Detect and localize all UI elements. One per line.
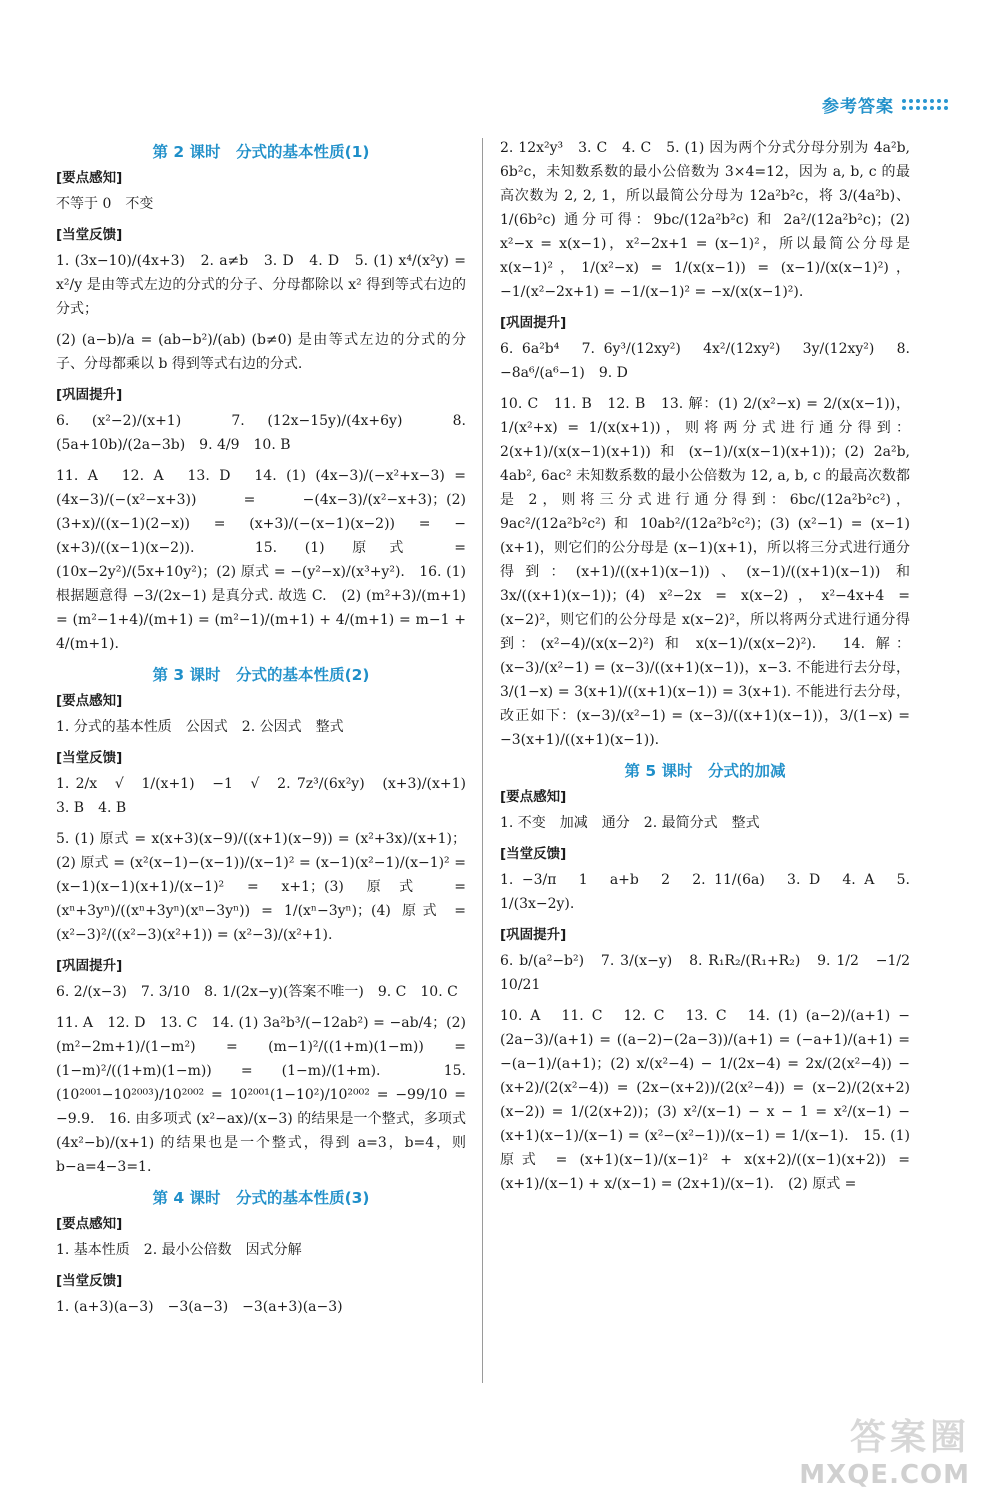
section-tag: [当堂反馈] (500, 846, 567, 862)
column-divider (482, 138, 483, 1383)
answer-line: 11. A 12. D 13. C 14. (1) 3a²b³/(−12ab²) = −ab/4；(2) (m²−2m+1)/(1−m²) = (m−1)²/((1+m)(1−m)) = (1−m)²/((1+m)(1−m)) = (1−m)/(1+m). 15. (10²⁰⁰¹−10²⁰⁰³)/10²⁰⁰² = 10²⁰⁰¹(1−10²)/10²⁰⁰² = −99/10 = −9.9. 16. 由多项式 (x²−ax)/(x−3) 的结果是一个整式，多项式 (4x²−b)/(x+1) 的结果也是一个整式，得到 a=3，b=4，则 b−a=4−3=1. (56, 1015, 466, 1175)
right-column (500, 136, 924, 1203)
lesson-title: 第 5 课时 分式的加减 (624, 762, 786, 780)
answer-line: 1. −3/π 1 a+b 2 2. 11/(6a) 3. D 4. A 5. 1/(3x−2y). (500, 872, 910, 912)
section-tag: [要点感知] (56, 693, 123, 709)
answer-line: 1. 不变 加减 通分 2. 最简分式 整式 (500, 815, 760, 831)
section-tag: [当堂反馈] (56, 1273, 123, 1289)
watermark-top: 答案圈 (849, 1417, 970, 1458)
page-header (822, 92, 948, 117)
answer-line: 10. C 11. B 12. B 13. 解：(1) 2/(x²−x) = 2/(x(x−1))，1/(x²+x) = 1/(x(x+1))，则将两分式进行通分得到：2(x+1)/(x(x−1)(x+1)) 和 (x−1)/(x(x−1)(x+1))；(2) 2a²b, 4ab², 6ac² 未知数系数的最小公倍数为 12, a, b, c 的最高次数都是 2，则将三分式进行通分得到：6bc/(12a²b²c²)，9ac²/(12a²b²c²) 和 10ab²/(12a²b²c²)；(3) (x²−1) = (x−1)(x+1)，则它们的公分母是 (x−1)(x+1)，所以将三分式进行通分得到：(x+1)/((x+1)(x−1))、(x−1)/((x+1)(x−1)) 和 3x/((x+1)(x−1))；(4) x²−2x = x(x−2)，x²−4x+4 = (x−2)²，则它们的公分母是 x(x−2)²，所以将两分式进行通分得到：(x²−4)/(x(x−2)²) 和 x(x−1)/(x(x−2)²). 14. 解：(x−3)/(x²−1) = (x−3)/((x+1)(x−1))，x−3. 不能进行去分母，3/(1−x) = 3(x+1)/((x+1)(x−1)) = 3(x+1). 不能进行去分母，改正如下：(x−3)/(x²−1) = (x−3)/((x+1)(x−1))，3/(1−x) = −3(x+1)/((x+1)(x−1)). (500, 396, 910, 748)
lesson-title: 第 4 课时 分式的基本性质(3) (152, 1189, 370, 1207)
answer-line: 5. (1) 原式 = x(x+3)(x−9)/((x+1)(x−9)) = (x²+3x)/(x+1)；(2) 原式 = (x²(x−1)−(x−1))/(x−1)² = (x−1)(x²−1)/(x−1)² = (x−1)(x−1)(x+1)/(x−1)² = x+1；(3) 原式 = (xⁿ+3yⁿ)/((xⁿ+3yⁿ)(xⁿ−3yⁿ)) = 1/(xⁿ−3yⁿ)；(4) 原式 = (x²−3)²/((x²−3)(x²+1)) = (x²−3)/(x²+1). (56, 831, 466, 943)
answer-line: 1. (a+3)(a−3) −3(a−3) −3(a+3)(a−3) (56, 1299, 343, 1315)
answer-line: 1. 2/x √ 1/(x+1) −1 √ 2. 7z³/(6x²y) (x+3)/(x+1) 3. B 4. B (56, 776, 480, 816)
answer-line: (2) (a−b)/a = (ab−b²)/(ab) (b≠0) 是由等式左边的分式的分子、分母都乘以 b 得到等式右边的分式. (56, 332, 466, 372)
header-dots-icon (902, 99, 948, 110)
answer-line: 6. b/(a²−b²) 7. 3/(x−y) 8. R₁R₂/(R₁+R₂) 9. 1/2 −1/2 10/21 (500, 953, 924, 993)
answer-line: 1. 分式的基本性质 公因式 2. 公因式 整式 (56, 719, 344, 735)
lesson-title: 第 2 课时 分式的基本性质(1) (152, 143, 370, 161)
header-title: 参考答案 (822, 97, 894, 117)
left-column (56, 136, 480, 1326)
answer-line: 1. 基本性质 2. 最小公倍数 因式分解 (56, 1242, 302, 1258)
answer-line: 2. 12x²y³ 3. C 4. C 5. (1) 因为两个分式分母分别为 4a²b, 6b²c，未知数系数的最小公倍数为 3×4=12，因为 a, b, c 的最高次数为 2, 2, 1，所以最简公分母为 12a²b²c，将 3/(4a²b)、1/(6b²c) 通分可得：9bc/(12a²b²c) 和 2a²/(12a²b²c)；(2) x²−x = x(x−1)，x²−2x+1 = (x−1)²，所以最简公分母是 x(x−1)²，1/(x²−x) = 1/(x(x−1)) = (x−1)/(x(x−1)²)，−1/(x²−2x+1) = −1/(x−1)² = −x/(x(x−1)²). (500, 140, 910, 300)
section-tag: [巩固提升] (500, 315, 567, 331)
answer-line: 10. A 11. C 12. C 13. C 14. (1) (a−2)/(a+1) − (2a−3)/(a+1) = ((a−2)−(2a−3))/(a+1) = (−a+1)/(a+1) = −(a−1)/(a+1)；(2) x/(x²−4) − 1/(2x−4) = 2x/(2(x²−4)) − (x+2)/(2(x²−4)) = (2x−(x+2))/(2(x²−4)) = (x−2)/(2(x+2)(x−2)) = 1/(2(x+2))；(3) x²/(x−1) − x − 1 = x²/(x−1) − (x+1)(x−1)/(x−1) = (x²−(x²−1))/(x−1) = 1/(x−1). 15. (1) 原式 = (x+1)(x−1)/(x−1)² + x(x+2)/((x−1)(x+2)) = (x+1)/(x−1) + x/(x−1) = (2x+1)/(x−1). (2) 原式 = (500, 1008, 910, 1192)
section-tag: [要点感知] (56, 170, 123, 186)
section-tag: [巩固提升] (500, 927, 567, 943)
answer-line: 1. (3x−10)/(4x+3) 2. a≠b 3. D 4. D 5. (1) x⁴/(x²y) = x²/y 是由等式左边的分式的分子、分母都除以 x² 得到等式右边的分式； (56, 253, 466, 317)
lesson-title: 第 3 课时 分式的基本性质(2) (152, 666, 370, 684)
answer-line: 11. A 12. A 13. D 14. (1) (4x−3)/(−x²+x−3) = (4x−3)/(−(x²−x+3)) = −(4x−3)/(x²−x+3)；(2) (3+x)/((x−1)(2−x)) = (x+3)/(−(x−1)(x−2)) = −(x+3)/((x−1)(x−2)). 15. (1) 原式 = (10x−2y²)/(5x+10y²)；(2) 原式 = −(y²−x)/(x³+y²). 16. (1) 根据题意得 −3/(2x−1) 是真分式. 故选 C. (2) (m²+3)/(m+1) = (m²−1+4)/(m+1) = (m²−1)/(m+1) + 4/(m+1) = m−1 + 4/(m+1). (56, 468, 466, 652)
answer-line: 6. 6a²b⁴ 7. 6y³/(12xy²) 4x²/(12xy²) 3y/(12xy²) 8. −8a⁶/(a⁶−1) 9. D (500, 341, 910, 381)
answer-line: 6. (x²−2)/(x+1) 7. (12x−15y)/(4x+6y) 8. (5a+10b)/(2a−3b) 9. 4/9 10. B (56, 413, 466, 453)
answer-line: 不等于 0 不变 (56, 196, 154, 212)
section-tag: [巩固提升] (56, 387, 123, 403)
watermark-bottom: MXQE.COM (799, 1460, 970, 1490)
answer-line: 6. 2/(x−3) 7. 3/10 8. 1/(2x−y)(答案不唯一) 9. C 10. C (56, 984, 458, 1000)
watermark-logo (799, 1409, 970, 1490)
section-tag: [当堂反馈] (56, 750, 123, 766)
section-tag: [要点感知] (500, 789, 567, 805)
section-tag: [巩固提升] (56, 958, 123, 974)
section-tag: [要点感知] (56, 1216, 123, 1232)
section-tag: [当堂反馈] (56, 227, 123, 243)
